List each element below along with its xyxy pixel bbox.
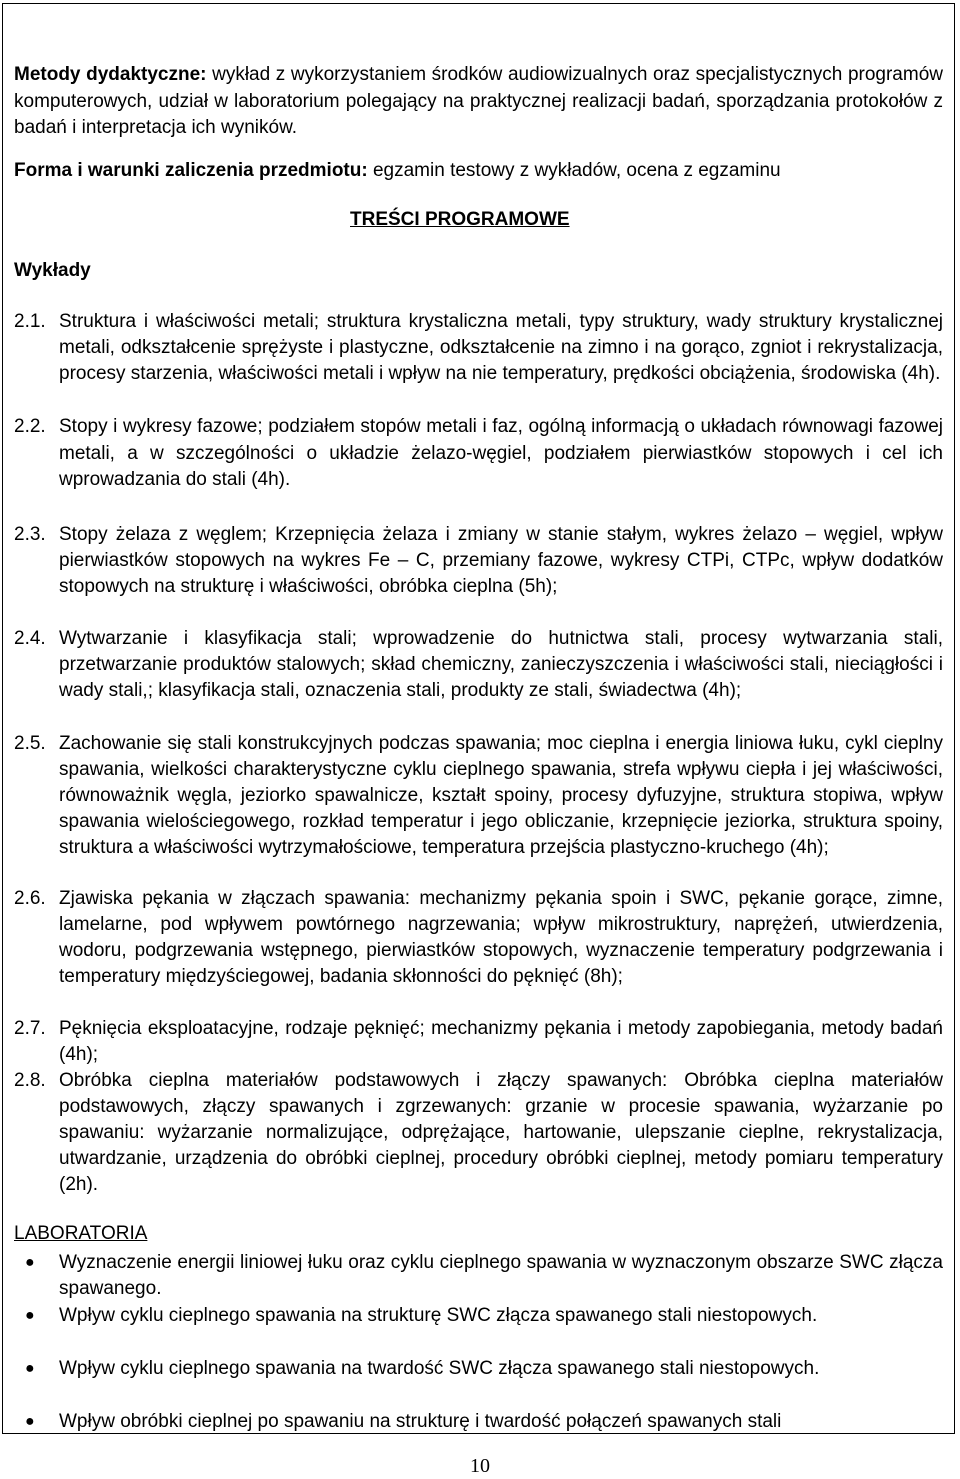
methods-label: Metody dydaktyczne: bbox=[14, 64, 207, 85]
bullet-icon: ● bbox=[25, 1307, 35, 1324]
lab-list-item bbox=[14, 1303, 943, 1329]
program-title: TREŚCI PROGRAMOWE bbox=[350, 209, 570, 230]
bullet-icon: ● bbox=[25, 1360, 35, 1377]
lecture-text: Wytwarzanie i klasyfikacja stali; wprowadzenie do hutnictwa stali, procesy wytwarzania stali, przetwarzanie produktów stalowych; skład chemiczny, zanieczyszczenia i właściwości stali, nieciągłości i wady stali,; klasyfikacja stali, oznaczenia stali, produkty ze stali, świadectwa (4h); bbox=[59, 628, 943, 701]
methods-paragraph bbox=[14, 62, 943, 142]
lab-text: Wpływ cyklu cieplnego spawania na strukturę SWC złącza spawanego stali niestopowych. bbox=[59, 1305, 818, 1326]
lecture-number: 2.2. bbox=[14, 416, 46, 437]
lab-text: Wpływ obróbki cieplnej po spawaniu na strukturę i twardość połączeń spawanych stali bbox=[59, 1411, 782, 1432]
lecture-item bbox=[14, 309, 943, 387]
lecture-item bbox=[14, 626, 943, 704]
bullet-icon: ● bbox=[25, 1413, 35, 1430]
form-label: Forma i warunki zaliczenia przedmiotu: bbox=[14, 160, 368, 181]
form-text: egzamin testowy z wykładów, ocena z egzaminu bbox=[372, 160, 781, 181]
lecture-number: 2.7. bbox=[14, 1018, 46, 1039]
lab-list-item bbox=[14, 1250, 943, 1302]
page-number: 10 bbox=[470, 1455, 490, 1477]
methods-text: wykład z wykorzystaniem środków audiowizualnych oraz specjalistycznych programów komputerowych, udział w laboratorium polegający na praktycznej realizacji badań, sporządzania protokołów z badań i interpretacja ich wyników. bbox=[14, 64, 943, 138]
lecture-item bbox=[14, 886, 943, 990]
lecture-item bbox=[14, 522, 943, 600]
lecture-text: Zachowanie się stali konstrukcyjnych podczas spawania; moc cieplna i energia liniowa łuku, cykl cieplny spawania, wielkości charakterystyczne cyklu cieplnego spawania, strefa wpływu ciepła i jej właściwości, równoważnik węgla, jeziorko spawalnicze, kształt spoiny, procesy dyfuzyjne, struktura stopiwa, wpływ spawania wielościegowego, rozkład temperatur i jego obliczanie, krzepnięcie jeziorka, struktura spoiny, struktura a właściwości wytrzymałościowe, temperatura przejścia plastyczno-kruchego (4h); bbox=[59, 733, 943, 858]
lectures-heading: Wykłady bbox=[14, 260, 91, 281]
lecture-text: Struktura i właściwości metali; struktura krystaliczna metali, typy struktury, wady struktury krystalicznej metali, odkształcenie sprężyste i plastyczne, odkształcenie na zimno i na gorąco, zgniot i rekrystalizacja, procesy starzenia, właściwości metali i wpływ na nie temperatury, prędkości obciążenia, środowiska (4h). bbox=[59, 311, 943, 384]
bullet-icon: ● bbox=[25, 1254, 35, 1271]
lab-text: Wyznaczenie energii liniowej łuku oraz cyklu cieplnego spawania w wyznaczonym obszarze SWC złącza spawanego. bbox=[59, 1252, 943, 1299]
lab-heading: LABORATORIA bbox=[14, 1223, 148, 1244]
lab-text: Wpływ cyklu cieplnego spawania na twardość SWC złącza spawanego stali niestopowych. bbox=[59, 1358, 820, 1379]
lecture-number: 2.1. bbox=[14, 311, 46, 332]
lecture-text: Pęknięcia eksploatacyjne, rodzaje pęknięć; mechanizmy pękania i metody zapobiegania, metody badań (4h); bbox=[59, 1018, 943, 1065]
lecture-text: Obróbka cieplna materiałów podstawowych i złączy spawanych: Obróbka cieplna materiałów podstawowych, złączy spawanych i zgrzewanych: grzanie w procesie spawania, wyżarzanie po spawaniu: wyżarzanie normalizujące, odprężające, hartowanie, ulepszanie cieplne, rekrystalizacja, utwardzanie, urządzenia do obróbki cieplnej, procedury obróbki cieplnej, metody pomiaru temperatury (2h). bbox=[59, 1070, 943, 1195]
lecture-item bbox=[14, 731, 943, 861]
lecture-item bbox=[14, 1068, 943, 1198]
lecture-number: 2.8. bbox=[14, 1070, 46, 1091]
lecture-number: 2.5. bbox=[14, 733, 46, 754]
lecture-text: Zjawiska pękania w złączach spawania: mechanizmy pękania spoin i SWC, pękanie gorące, zimne, lamelarne, pod wpływem powtórnego nagrzewania; wpływ mikrostruktury, naprężeń, utwierdzenia, wodoru, podgrzewania wstępnego, pierwiastków stopowych, wyznaczenie temperatury podgrzewania i temperatury międzyściegowej, badania skłonności do pęknięć (8h); bbox=[59, 888, 943, 987]
lecture-item bbox=[14, 414, 943, 494]
lab-list-item bbox=[14, 1356, 943, 1382]
lecture-text: Stopy żelaza z węglem; Krzepnięcia żelaza i zmiany w stanie stałym, wykres żelazo – węgiel, wpływ pierwiastków stopowych na wykres Fe – C, przemiany fazowe, wykresy CTPi, CTPc, wpływ dodatków stopowych na strukturę i właściwości, obróbka cieplna (5h); bbox=[59, 524, 943, 597]
lecture-item bbox=[14, 1016, 943, 1068]
lecture-number: 2.4. bbox=[14, 628, 46, 649]
lecture-number: 2.6. bbox=[14, 888, 46, 909]
form-paragraph bbox=[14, 158, 943, 184]
lecture-number: 2.3. bbox=[14, 524, 46, 545]
lecture-text: Stopy i wykresy fazowe; podziałem stopów metali i faz, ogólną informacją o układach równowagi fazowej metali, a w szczególności o układzie żelazo-węgiel, podziałem pierwiastków stopowych i cel ich wprowadzania do stali (4h). bbox=[59, 416, 943, 490]
lab-list-item bbox=[14, 1409, 943, 1435]
